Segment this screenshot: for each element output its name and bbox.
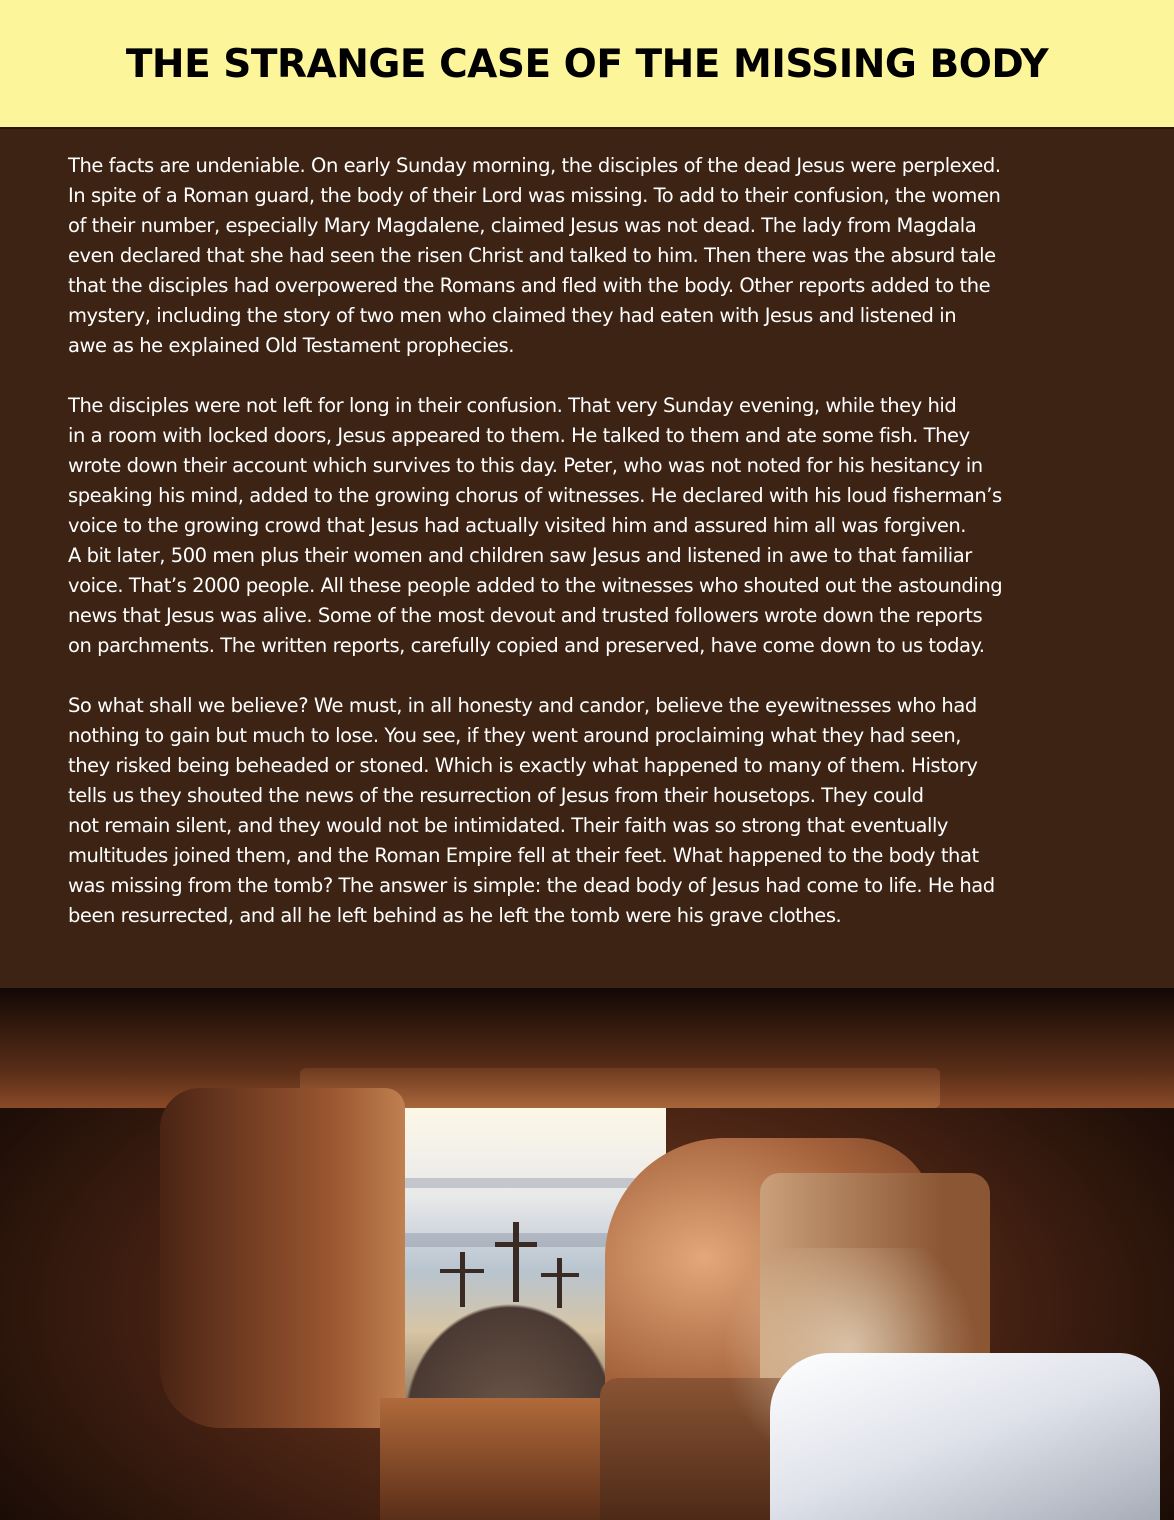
text-line: been resurrected, and all he left behind as he left the tomb were his grave clothes. — [68, 904, 842, 927]
grave-clothes — [770, 1353, 1160, 1520]
text-line: even declared that she had seen the risen Christ and talked to him. Then there was the absurd tale — [68, 244, 996, 267]
page-title: THE STRANGE CASE OF THE MISSING BODY — [125, 42, 1049, 87]
text-line: news that Jesus was alive. Some of the most devout and trusted followers wrote down the reports — [68, 604, 983, 627]
article-body — [0, 129, 1174, 988]
text-line: was missing from the tomb? The answer is simple: the dead body of Jesus had come to life. He had — [68, 874, 995, 897]
left-cross-icon — [440, 1269, 484, 1273]
text-line: that the disciples had overpowered the Romans and fled with the body. Other reports added to the — [68, 274, 991, 297]
text-line: mystery, including the story of two men who claimed they had eaten with Jesus and listened in — [68, 304, 957, 327]
text-line: multitudes joined them, and the Roman Empire fell at their feet. What happened to the body that — [68, 844, 979, 867]
paragraph — [68, 691, 1174, 931]
text-line: In spite of a Roman guard, the body of their Lord was missing. To add to their confusion, the women — [68, 184, 1001, 207]
cloud-band — [398, 1178, 666, 1188]
empty-tomb-illustration — [0, 988, 1174, 1520]
right-cross-icon — [541, 1273, 579, 1277]
text-line: tells us they shouted the news of the resurrection of Jesus from their housetops. They could — [68, 784, 924, 807]
left-cross-icon — [460, 1252, 465, 1307]
text-line: they risked being beheaded or stoned. Which is exactly what happened to many of them. History — [68, 754, 978, 777]
text-line: The disciples were not left for long in their confusion. That very Sunday evening, while they hid — [68, 394, 957, 417]
text-line: awe as he explained Old Testament prophecies. — [68, 334, 515, 357]
text-line: of their number, especially Mary Magdalene, claimed Jesus was not dead. The lady from Magdala — [68, 214, 977, 237]
text-line: speaking his mind, added to the growing chorus of witnesses. He declared with his loud fisherman’s — [68, 484, 1002, 507]
text-line: not remain silent, and they would not be intimidated. Their faith was so strong that eventually — [68, 814, 949, 837]
tomb-wall — [160, 1088, 405, 1428]
paragraph — [68, 391, 1174, 661]
title-banner — [0, 0, 1174, 129]
text-line: voice to the growing crowd that Jesus had actually visited him and assured him all was forgiven. — [68, 514, 967, 537]
paragraph — [68, 151, 1174, 361]
text-line: in a room with locked doors, Jesus appeared to them. He talked to them and ate some fish. They — [68, 424, 970, 447]
text-line: nothing to gain but much to lose. You see, if they went around proclaiming what they had seen, — [68, 724, 961, 747]
text-line: wrote down their account which survives to this day. Peter, who was not noted for his hesitancy in — [68, 454, 983, 477]
text-line: So what shall we believe? We must, in all honesty and candor, believe the eyewitnesses who had — [68, 694, 977, 717]
text-line: The facts are undeniable. On early Sunday morning, the disciples of the dead Jesus were perplexed. — [68, 154, 1001, 177]
right-cross-icon — [557, 1258, 562, 1308]
tomb-floor — [380, 1398, 620, 1520]
text-line: voice. That’s 2000 people. All these people added to the witnesses who shouted out the astounding — [68, 574, 1003, 597]
text-line: on parchments. The written reports, carefully copied and preserved, have come down to us today. — [68, 634, 985, 657]
center-cross-icon — [513, 1222, 519, 1302]
text-line: A bit later, 500 men plus their women and children saw Jesus and listened in awe to that familiar — [68, 544, 972, 567]
center-cross-icon — [495, 1242, 537, 1247]
